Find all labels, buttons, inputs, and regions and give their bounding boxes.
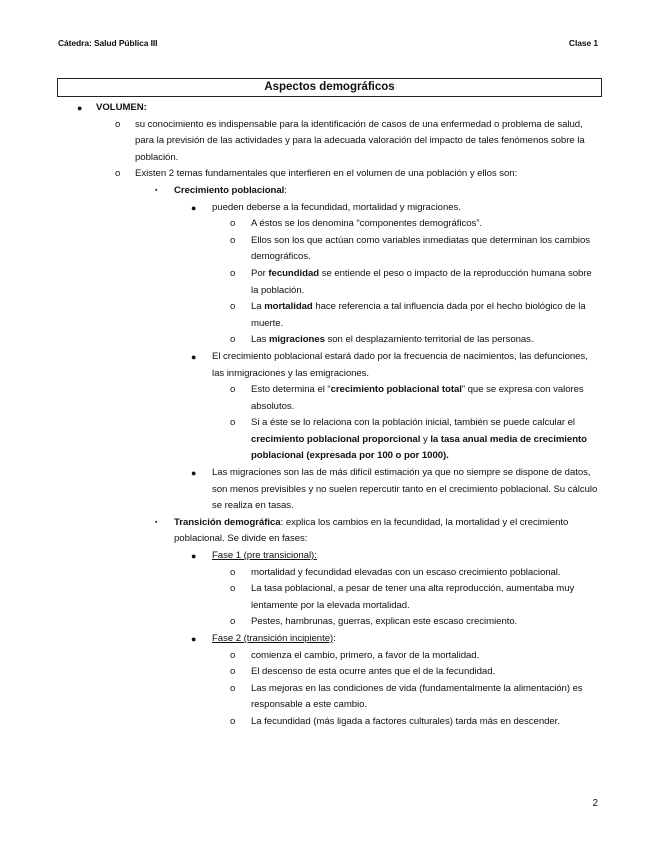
- list-item: [0, 648, 655, 665]
- transicion-label: Transición demográfica: [174, 516, 281, 528]
- b1-c1: A éstos se los denomina “componentes demográficos”.: [251, 218, 483, 230]
- circle-bullet-icon: o: [230, 715, 236, 727]
- circle-bullet-icon: o: [230, 267, 236, 279]
- bullet-icon: ●: [191, 468, 197, 479]
- colon: :: [333, 633, 336, 644]
- header-course: Cátedra: Salud Pública III: [58, 38, 158, 48]
- list-item: [0, 216, 655, 233]
- fase1-item: mortalidad y fecundidad elevadas con un escaso crecimiento poblacional.: [251, 566, 561, 578]
- volumen-label: VOLUMEN:: [96, 102, 147, 113]
- list-item: [0, 548, 655, 565]
- fase1-item: Pestes, hambrunas, guerras, explican este escaso crecimiento.: [251, 616, 518, 628]
- circle-bullet-icon: o: [230, 682, 236, 694]
- text: se entiende el peso o impacto de la reproducción humana sobre la población.: [251, 267, 592, 296]
- circle-bullet-icon: o: [230, 616, 236, 628]
- text: y: [420, 433, 431, 445]
- term-fecundidad: fecundidad: [268, 267, 320, 279]
- fase1-label: Fase 1 (pre transicional):: [212, 550, 317, 562]
- term-migraciones: migraciones: [268, 334, 325, 346]
- term-tasa-anual: la tasa anual media de crecimiento poblacional (expresada por 100 o por 1000).: [251, 433, 587, 462]
- list-item: [0, 681, 655, 714]
- circle-bullet-icon: o: [230, 649, 236, 661]
- list-item: [0, 465, 655, 515]
- text: Si a éste se lo relaciona con la población inicial, también se puede calcular el: [251, 417, 575, 429]
- term-crecimiento-total: crecimiento poblacional total: [330, 384, 462, 396]
- square-bullet-icon: ▪: [155, 186, 158, 194]
- bullet-icon: ●: [191, 351, 197, 362]
- fase2-item: La fecundidad (más ligada a factores culturales) tarda más en descender.: [251, 715, 560, 727]
- page-number: 2: [592, 798, 598, 809]
- crecimiento-b1: pueden deberse a la fecundidad, mortalidad y migraciones.: [212, 201, 461, 213]
- circle-bullet-icon: o: [230, 566, 236, 578]
- circle-bullet-icon: o: [230, 583, 236, 595]
- content: [0, 100, 655, 731]
- transicion-text: : explica los cambios en la fecundidad, la mortalidad y el crecimiento poblacional. Se divide en fases:: [174, 516, 569, 545]
- list-item: [0, 266, 655, 299]
- section-title: Aspectos demográficos: [57, 78, 602, 97]
- crecimiento-b2: El crecimiento poblacional estará dado por la frecuencia de nacimientos, las defunciones, las inmigraciones y las emigraciones.: [212, 350, 588, 379]
- bullet-icon: ●: [191, 634, 197, 644]
- text: hace referencia a tal influencia dada por el hecho biológico de la muerte.: [251, 301, 586, 329]
- bullet-icon: ●: [77, 103, 83, 113]
- list-item: [0, 117, 655, 167]
- b1-c2: Ellos son los que actúan como variables inmediatas que determinan los cambios demográficos.: [251, 234, 591, 263]
- fase1-item: La tasa poblacional, a pesar de tener una alta reproducción, aumentaba muy lentamente por la elevada mortalidad.: [251, 583, 575, 611]
- text: Esto determina el “: [251, 384, 331, 396]
- volumen-item-2: Existen 2 temas fundamentales que interfieren en el volumen de una población y ellos son:: [135, 168, 518, 180]
- fase2-item: El descenso de esta ocurre antes que el de la fecundidad.: [251, 666, 496, 678]
- list-item: [0, 614, 655, 631]
- circle-bullet-icon: o: [115, 118, 121, 130]
- crecimiento-label: Crecimiento poblacional: [174, 184, 285, 196]
- list-item-crecimiento: [0, 183, 655, 200]
- text: ” que se expresa con valores absolutos.: [251, 384, 584, 412]
- circle-bullet-icon: o: [115, 168, 121, 180]
- list-item-transicion: [0, 515, 655, 548]
- text: La: [251, 301, 265, 313]
- list-item: [0, 714, 655, 731]
- term-crecimiento-proporcional: crecimiento poblacional proporcional: [251, 433, 421, 445]
- circle-bullet-icon: o: [230, 666, 236, 678]
- list-item: [0, 332, 655, 349]
- list-item: [0, 349, 655, 382]
- header-class: Clase 1: [568, 38, 598, 48]
- text: Por: [251, 267, 269, 279]
- circle-bullet-icon: o: [230, 234, 236, 246]
- colon: :: [284, 184, 287, 196]
- circle-bullet-icon: o: [230, 334, 236, 346]
- list-item: [0, 200, 655, 217]
- circle-bullet-icon: o: [230, 301, 236, 313]
- list-item: [0, 664, 655, 681]
- list-item: [0, 581, 655, 614]
- circle-bullet-icon: o: [230, 384, 236, 396]
- crecimiento-b3: Las migraciones son las de más difícil estimación ya que no siempre se dispone de datos, son menos previsibles y no suelen repercutir tanto en el crecimiento poblacional. Su cálculo se realiza en tasas.: [212, 467, 598, 512]
- list-item-volumen: [0, 100, 655, 117]
- list-item: [0, 233, 655, 266]
- list-item: [0, 415, 655, 465]
- list-item: [0, 299, 655, 332]
- list-item: [0, 631, 655, 648]
- square-bullet-icon: ▪: [155, 518, 158, 526]
- fase2-label: Fase 2 (transición incipiente): [212, 633, 334, 644]
- list-item: [0, 166, 655, 183]
- circle-bullet-icon: o: [230, 417, 236, 429]
- term-mortalidad: mortalidad: [264, 301, 313, 313]
- list-item: [0, 382, 655, 415]
- bullet-icon: ●: [191, 202, 197, 213]
- volumen-item-1: su conocimiento es indispensable para la identificación de casos de una enfermedad o problema de salud, para la previsión de las actividades y para la adecuada valoración del impacto de tales fenómenos sobre la población.: [135, 118, 585, 163]
- fase2-item: Las mejoras en las condiciones de vida (fundamentalmente la alimentación) es responsable a este cambio.: [251, 682, 583, 711]
- bullet-icon: ●: [191, 551, 197, 562]
- circle-bullet-icon: o: [230, 218, 236, 230]
- fase2-item: comienza el cambio, primero, a favor de la mortalidad.: [251, 649, 480, 661]
- text: son el desplazamiento territorial de las personas.: [324, 334, 534, 346]
- text: Las: [251, 334, 269, 346]
- list-item: [0, 565, 655, 582]
